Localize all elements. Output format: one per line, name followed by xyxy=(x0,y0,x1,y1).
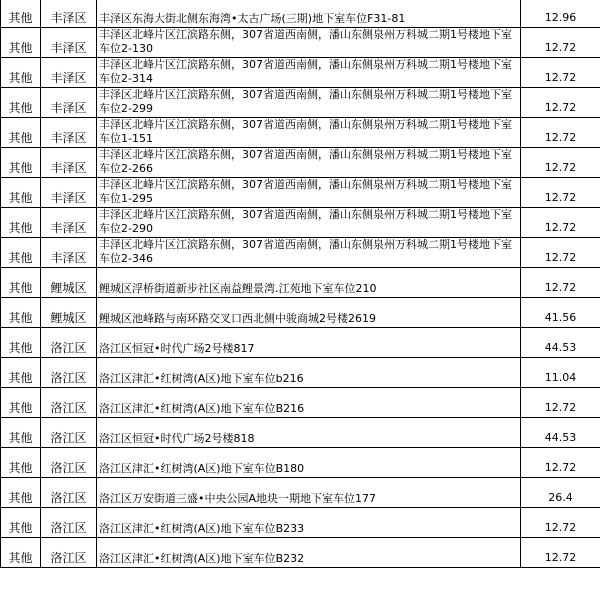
district-cell: 鲤城区 xyxy=(41,268,97,298)
table-body xyxy=(1,0,600,568)
table-row xyxy=(1,418,600,448)
table-row xyxy=(1,88,600,118)
type-cell: 其他 xyxy=(1,328,41,358)
location-cell: 丰泽区北峰片区江滨路东侧，307省道西南侧，潘山东侧泉州万科城二期1号楼地下室车位2-266 xyxy=(97,148,521,178)
table-row xyxy=(1,268,600,298)
district-cell: 丰泽区 xyxy=(41,0,97,28)
location-cell: 鲤城区池峰路与南环路交叉口西北侧中骏商城2号楼2619 xyxy=(97,298,521,328)
area-cell: 41.56 xyxy=(521,298,600,328)
type-cell: 其他 xyxy=(1,388,41,418)
type-cell: 其他 xyxy=(1,298,41,328)
location-cell: 丰泽区北峰片区江滨路东侧，307省道西南侧，潘山东侧泉州万科城二期1号楼地下室车位1-295 xyxy=(97,178,521,208)
district-cell: 洛江区 xyxy=(41,478,97,508)
area-cell: 12.72 xyxy=(521,208,600,238)
location-cell: 丰泽区北峰片区江滨路东侧，307省道西南侧，潘山东侧泉州万科城二期1号楼地下室车位2-130 xyxy=(97,28,521,58)
type-cell: 其他 xyxy=(1,148,41,178)
location-cell: 丰泽区北峰片区江滨路东侧，307省道西南侧，潘山东侧泉州万科城二期1号楼地下室车位2-299 xyxy=(97,88,521,118)
table-row xyxy=(1,178,600,208)
district-cell: 丰泽区 xyxy=(41,58,97,88)
location-cell: 丰泽区北峰片区江滨路东侧，307省道西南侧，潘山东侧泉州万科城二期1号楼地下室车位1-151 xyxy=(97,118,521,148)
area-cell: 12.72 xyxy=(521,58,600,88)
type-cell: 其他 xyxy=(1,478,41,508)
location-cell: 洛江区津汇•红树湾(A区)地下室车位B233 xyxy=(97,508,521,538)
district-cell: 丰泽区 xyxy=(41,238,97,268)
area-cell: 12.72 xyxy=(521,538,600,568)
district-cell: 丰泽区 xyxy=(41,28,97,58)
type-cell: 其他 xyxy=(1,0,41,28)
type-cell: 其他 xyxy=(1,238,41,268)
location-cell: 丰泽区北峰片区江滨路东侧，307省道西南侧，潘山东侧泉州万科城二期1号楼地下室车位2-346 xyxy=(97,238,521,268)
type-cell: 其他 xyxy=(1,208,41,238)
type-cell: 其他 xyxy=(1,448,41,478)
type-cell: 其他 xyxy=(1,118,41,148)
table-row xyxy=(1,58,600,88)
type-cell: 其他 xyxy=(1,178,41,208)
location-cell: 洛江区津汇•红树湾(A区)地下室车位B180 xyxy=(97,448,521,478)
district-cell: 洛江区 xyxy=(41,418,97,448)
area-cell: 12.72 xyxy=(521,388,600,418)
area-cell: 12.72 xyxy=(521,238,600,268)
district-cell: 洛江区 xyxy=(41,328,97,358)
table-row xyxy=(1,358,600,388)
district-cell: 丰泽区 xyxy=(41,178,97,208)
location-cell: 丰泽区北峰片区江滨路东侧，307省道西南侧，潘山东侧泉州万科城二期1号楼地下室车位2-314 xyxy=(97,58,521,88)
location-cell: 洛江区恒冠•时代广场2号楼817 xyxy=(97,328,521,358)
district-cell: 丰泽区 xyxy=(41,208,97,238)
district-cell: 洛江区 xyxy=(41,388,97,418)
location-cell: 洛江区恒冠•时代广场2号楼818 xyxy=(97,418,521,448)
table-row xyxy=(1,148,600,178)
location-cell: 丰泽区北峰片区江滨路东侧，307省道西南侧，潘山东侧泉州万科城二期1号楼地下室车位2-290 xyxy=(97,208,521,238)
location-cell: 洛江区津汇•红树湾(A区)地下室车位B216 xyxy=(97,388,521,418)
area-cell: 12.72 xyxy=(521,118,600,148)
area-cell: 11.04 xyxy=(521,358,600,388)
type-cell: 其他 xyxy=(1,88,41,118)
location-cell: 洛江区万安街道三盛•中央公园A地块一期地下室车位177 xyxy=(97,478,521,508)
location-cell: 洛江区津汇•红树湾(A区)地下室车位b216 xyxy=(97,358,521,388)
area-cell: 12.72 xyxy=(521,448,600,478)
area-cell: 44.53 xyxy=(521,328,600,358)
table-row xyxy=(1,508,600,538)
table-row xyxy=(1,298,600,328)
district-cell: 鲤城区 xyxy=(41,298,97,328)
table-row xyxy=(1,28,600,58)
area-cell: 12.72 xyxy=(521,508,600,538)
location-cell: 丰泽区东海大街北侧东海湾•太古广场(三期)地下室车位F31-81 xyxy=(97,0,521,28)
district-cell: 丰泽区 xyxy=(41,148,97,178)
area-cell: 26.4 xyxy=(521,478,600,508)
area-cell: 12.96 xyxy=(521,0,600,28)
area-cell: 44.53 xyxy=(521,418,600,448)
location-cell: 鲤城区浮桥街道新步社区南益鲤景湾.江苑地下室车位210 xyxy=(97,268,521,298)
table-row xyxy=(1,238,600,268)
type-cell: 其他 xyxy=(1,418,41,448)
table-row xyxy=(1,328,600,358)
type-cell: 其他 xyxy=(1,538,41,568)
table-row xyxy=(1,0,600,28)
type-cell: 其他 xyxy=(1,268,41,298)
area-cell: 12.72 xyxy=(521,88,600,118)
table-row xyxy=(1,208,600,238)
area-cell: 12.72 xyxy=(521,28,600,58)
district-cell: 洛江区 xyxy=(41,358,97,388)
area-cell: 12.72 xyxy=(521,148,600,178)
type-cell: 其他 xyxy=(1,358,41,388)
type-cell: 其他 xyxy=(1,28,41,58)
area-cell: 12.72 xyxy=(521,178,600,208)
district-cell: 丰泽区 xyxy=(41,88,97,118)
type-cell: 其他 xyxy=(1,58,41,88)
table-row xyxy=(1,118,600,148)
area-cell: 12.72 xyxy=(521,268,600,298)
table-row xyxy=(1,388,600,418)
type-cell: 其他 xyxy=(1,508,41,538)
district-cell: 洛江区 xyxy=(41,508,97,538)
district-cell: 丰泽区 xyxy=(41,118,97,148)
table-row xyxy=(1,478,600,508)
district-cell: 洛江区 xyxy=(41,448,97,478)
table-row xyxy=(1,538,600,568)
table-row xyxy=(1,448,600,478)
district-cell: 洛江区 xyxy=(41,538,97,568)
location-cell: 洛江区津汇•红树湾(A区)地下室车位B232 xyxy=(97,538,521,568)
